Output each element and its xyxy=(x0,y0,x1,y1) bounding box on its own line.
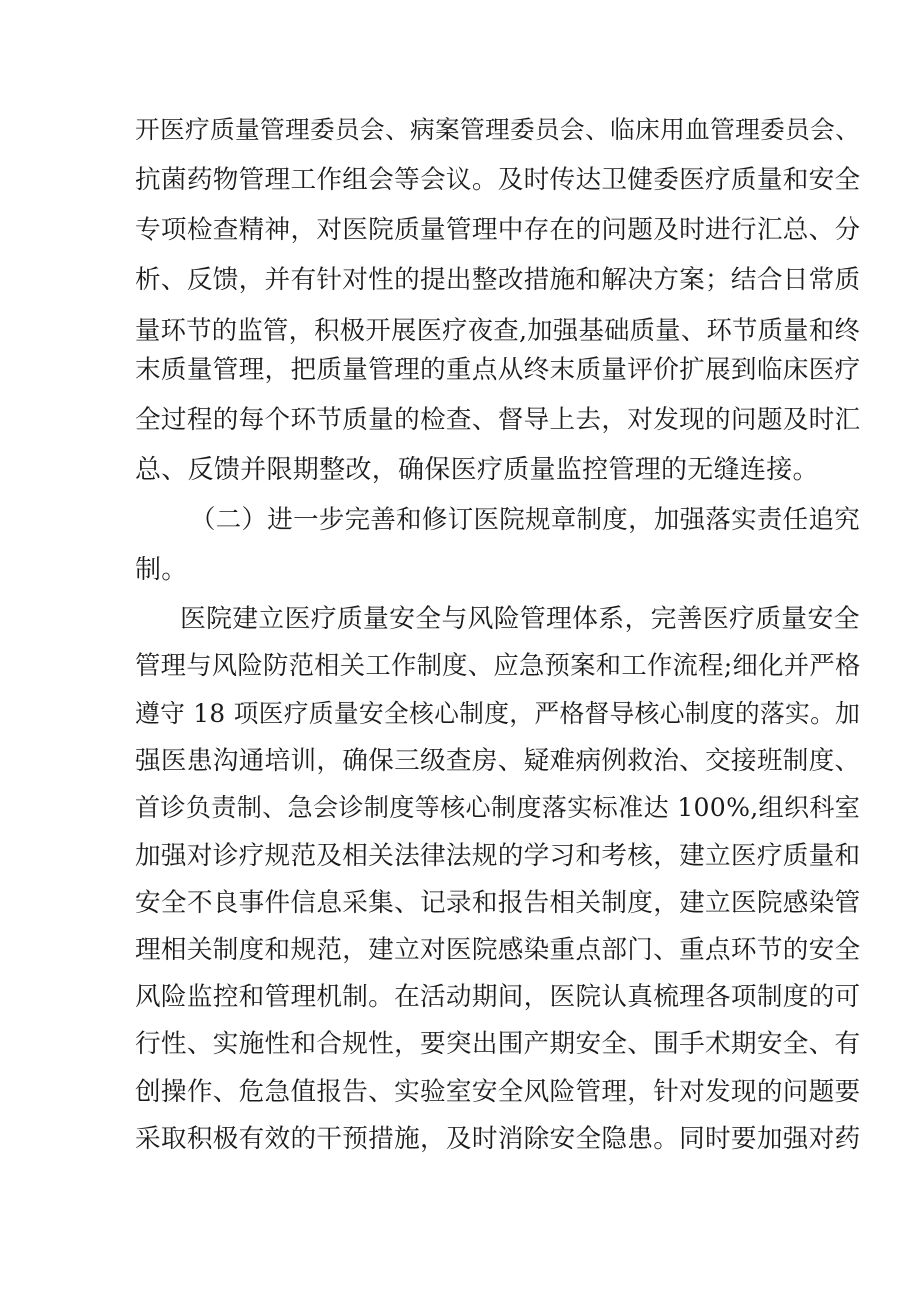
section-heading-continuation: 制。 xyxy=(135,555,188,585)
text-line: 安全不良事件信息采集、记录和报告相关制度，建立医院感染管 xyxy=(135,888,861,918)
text-line: 析、反馈，并有针对性的提出整改措施和解决方案；结合日常质 xyxy=(135,265,861,295)
text-line: 总、反馈并限期整改，确保医疗质量监控管理的无缝连接。 xyxy=(135,455,819,485)
section-heading: （二）进一步完善和修订医院规章制度，加强落实责任追究 xyxy=(190,505,860,535)
text-line: 开医疗质量管理委员会、病案管理委员会、临床用血管理委员会、 xyxy=(135,115,861,144)
text-line: 抗菌药物管理工作组会等会议。及时传达卫健委医疗质量和安全 xyxy=(135,165,861,195)
text-line: 全过程的每个环节质量的检查、督导上去，对发现的问题及时汇 xyxy=(135,405,861,435)
text-line: 加强对诊疗规范及相关法律法规的学习和考核，建立医疗质量和 xyxy=(135,841,861,871)
paragraph-start: 医院建立医疗质量安全与风险管理体系，完善医疗质量安全 xyxy=(180,604,860,634)
text-line: 理相关制度和规范，建立对医院感染重点部门、重点环节的安全 xyxy=(135,935,861,965)
text-line: 量环节的监管，积极开展医疗夜查,加强基础质量、环节质量和终 xyxy=(135,316,861,345)
text-line: 行性、实施性和合规性，要突出围产期安全、围手术期安全、有 xyxy=(135,1029,861,1059)
text-line: 强医患沟通培训，确保三级查房、疑难病例救治、交接班制度、 xyxy=(135,746,861,776)
text-line: 采取积极有效的干预措施，及时消除安全隐患。同时要加强对药 xyxy=(135,1124,861,1154)
text-line: 首诊负责制、急会诊制度等核心制度落实标准达 100%,组织科室 xyxy=(135,793,861,822)
text-line: 末质量管理，把质量管理的重点从终末质量评价扩展到临床医疗 xyxy=(135,355,861,385)
text-line: 遵守 18 项医疗质量安全核心制度，严格督导核心制度的落实。加 xyxy=(135,699,861,728)
text-line: 专项检查精神，对医院质量管理中存在的问题及时进行汇总、分 xyxy=(135,215,861,245)
text-line: 管理与风险防范相关工作制度、应急预案和工作流程;细化并严格 xyxy=(135,651,861,680)
text-line: 风险监控和管理机制。在活动期间，医院认真梳理各项制度的可 xyxy=(135,982,861,1012)
text-line: 创操作、危急值报告、实验室安全风险管理，针对发现的问题要 xyxy=(135,1077,861,1107)
